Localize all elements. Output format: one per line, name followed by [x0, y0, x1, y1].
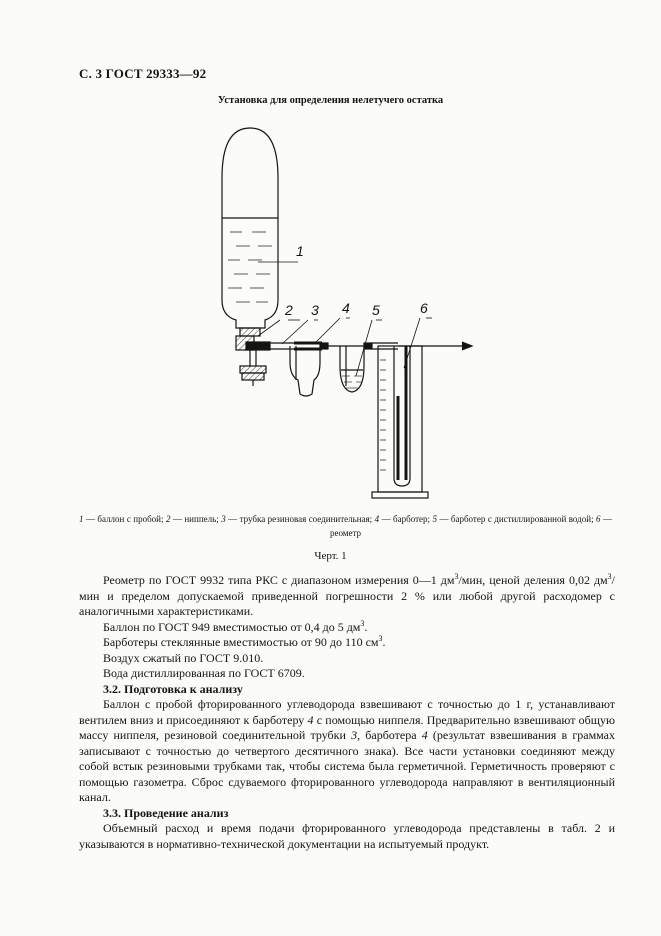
page-header: С. 3 ГОСТ 29333—92 — [79, 66, 207, 81]
legend-num: 1 — [79, 514, 84, 524]
legend-text: — барботер; — [379, 514, 433, 524]
legend-num: 3 — [221, 514, 226, 524]
paragraph-bubblers: Барботеры стеклянные вместимостью от 90 до 110 $см^3$. — [103, 634, 386, 649]
callout-6: 6 — [420, 300, 428, 316]
legend-text: — баллон с пробой; — [83, 514, 166, 524]
legend-text: — реометр — [329, 514, 612, 538]
legend-text: — барботер с дистиллированной водой; — [436, 514, 597, 524]
callout-5: 5 — [372, 302, 380, 318]
section-heading-3-2: 3.2. Подготовка к анализу — [103, 681, 243, 696]
legend-text: — ниппель; — [170, 514, 222, 524]
rheometer — [372, 346, 428, 498]
section-heading-3-3: 3.3. Проведение анализ — [103, 805, 229, 820]
callout-2: 2 — [285, 302, 293, 318]
bubbler — [290, 343, 328, 396]
paragraph-cylinder: Баллон по ГОСТ 949 вместимостью от 0,4 до 5 $дм^3$. — [103, 618, 368, 634]
legend-num: 2 — [165, 514, 171, 524]
nipple-tube — [270, 343, 368, 349]
callout-1: 1 — [296, 243, 304, 259]
paragraph-rheometer: Реометр по ГОСТ 9932 типа РКС с диапазоном измерения 0—1 $дм^3$/мин, ценой деления 0,02 $дм^3$/мин и пределом допускаемой приведенной погрешности 2 % или любой другой расходомер с аналогичными характеристиками. — [79, 572, 615, 618]
figure-title: Установка для определения нелетучего остатка — [217, 95, 444, 106]
callout-3: 3 — [311, 302, 319, 318]
legend-text: — трубка резиновая соединительная; — [225, 514, 375, 524]
paragraph-analysis: Объемный расход и время подачи фторированного углеводорода представлены в табл. 2 и указываются в нормативно-технической документации на испытуемый продукт. — [79, 821, 615, 851]
paragraph-water: Вода дистиллированная по ГОСТ 6709. — [103, 666, 305, 680]
legend-num: 5 — [432, 514, 437, 524]
sample-cylinder — [222, 128, 278, 328]
legend-num: 6 — [596, 514, 601, 524]
water-bubbler — [340, 343, 372, 392]
body-text — [79, 573, 615, 852]
figure-caption: Черт. 1 — [314, 550, 347, 562]
paragraph-preparation: Баллон с пробой фторированного углеводорода взвешивают с точностью до 1 г, устанавливают вентилем вниз и присоединяют к барботеру 4 с помощью ниппеля. Предварительно взвешивают общую массу ниппеля, резиновой соединительной трубки 3, барботера 4 (результат взвешивания в граммах записывают с точностью до четвертого десятичного знака). Все части установки соединяют между собой встык резиновыми трубками так, чтобы система была герметичной. Герметичность проверяют с помощью газометра. Сброс сдуваемого фторированного углеводорода направляют в вентиляционный канал. — [79, 697, 616, 804]
cylinder-valve — [236, 328, 270, 386]
legend-num: 4 — [374, 514, 380, 524]
callout-4: 4 — [342, 300, 350, 316]
figure-legend — [79, 512, 612, 540]
paragraph-air: Воздух сжатый по ГОСТ 9.010. — [103, 650, 264, 665]
